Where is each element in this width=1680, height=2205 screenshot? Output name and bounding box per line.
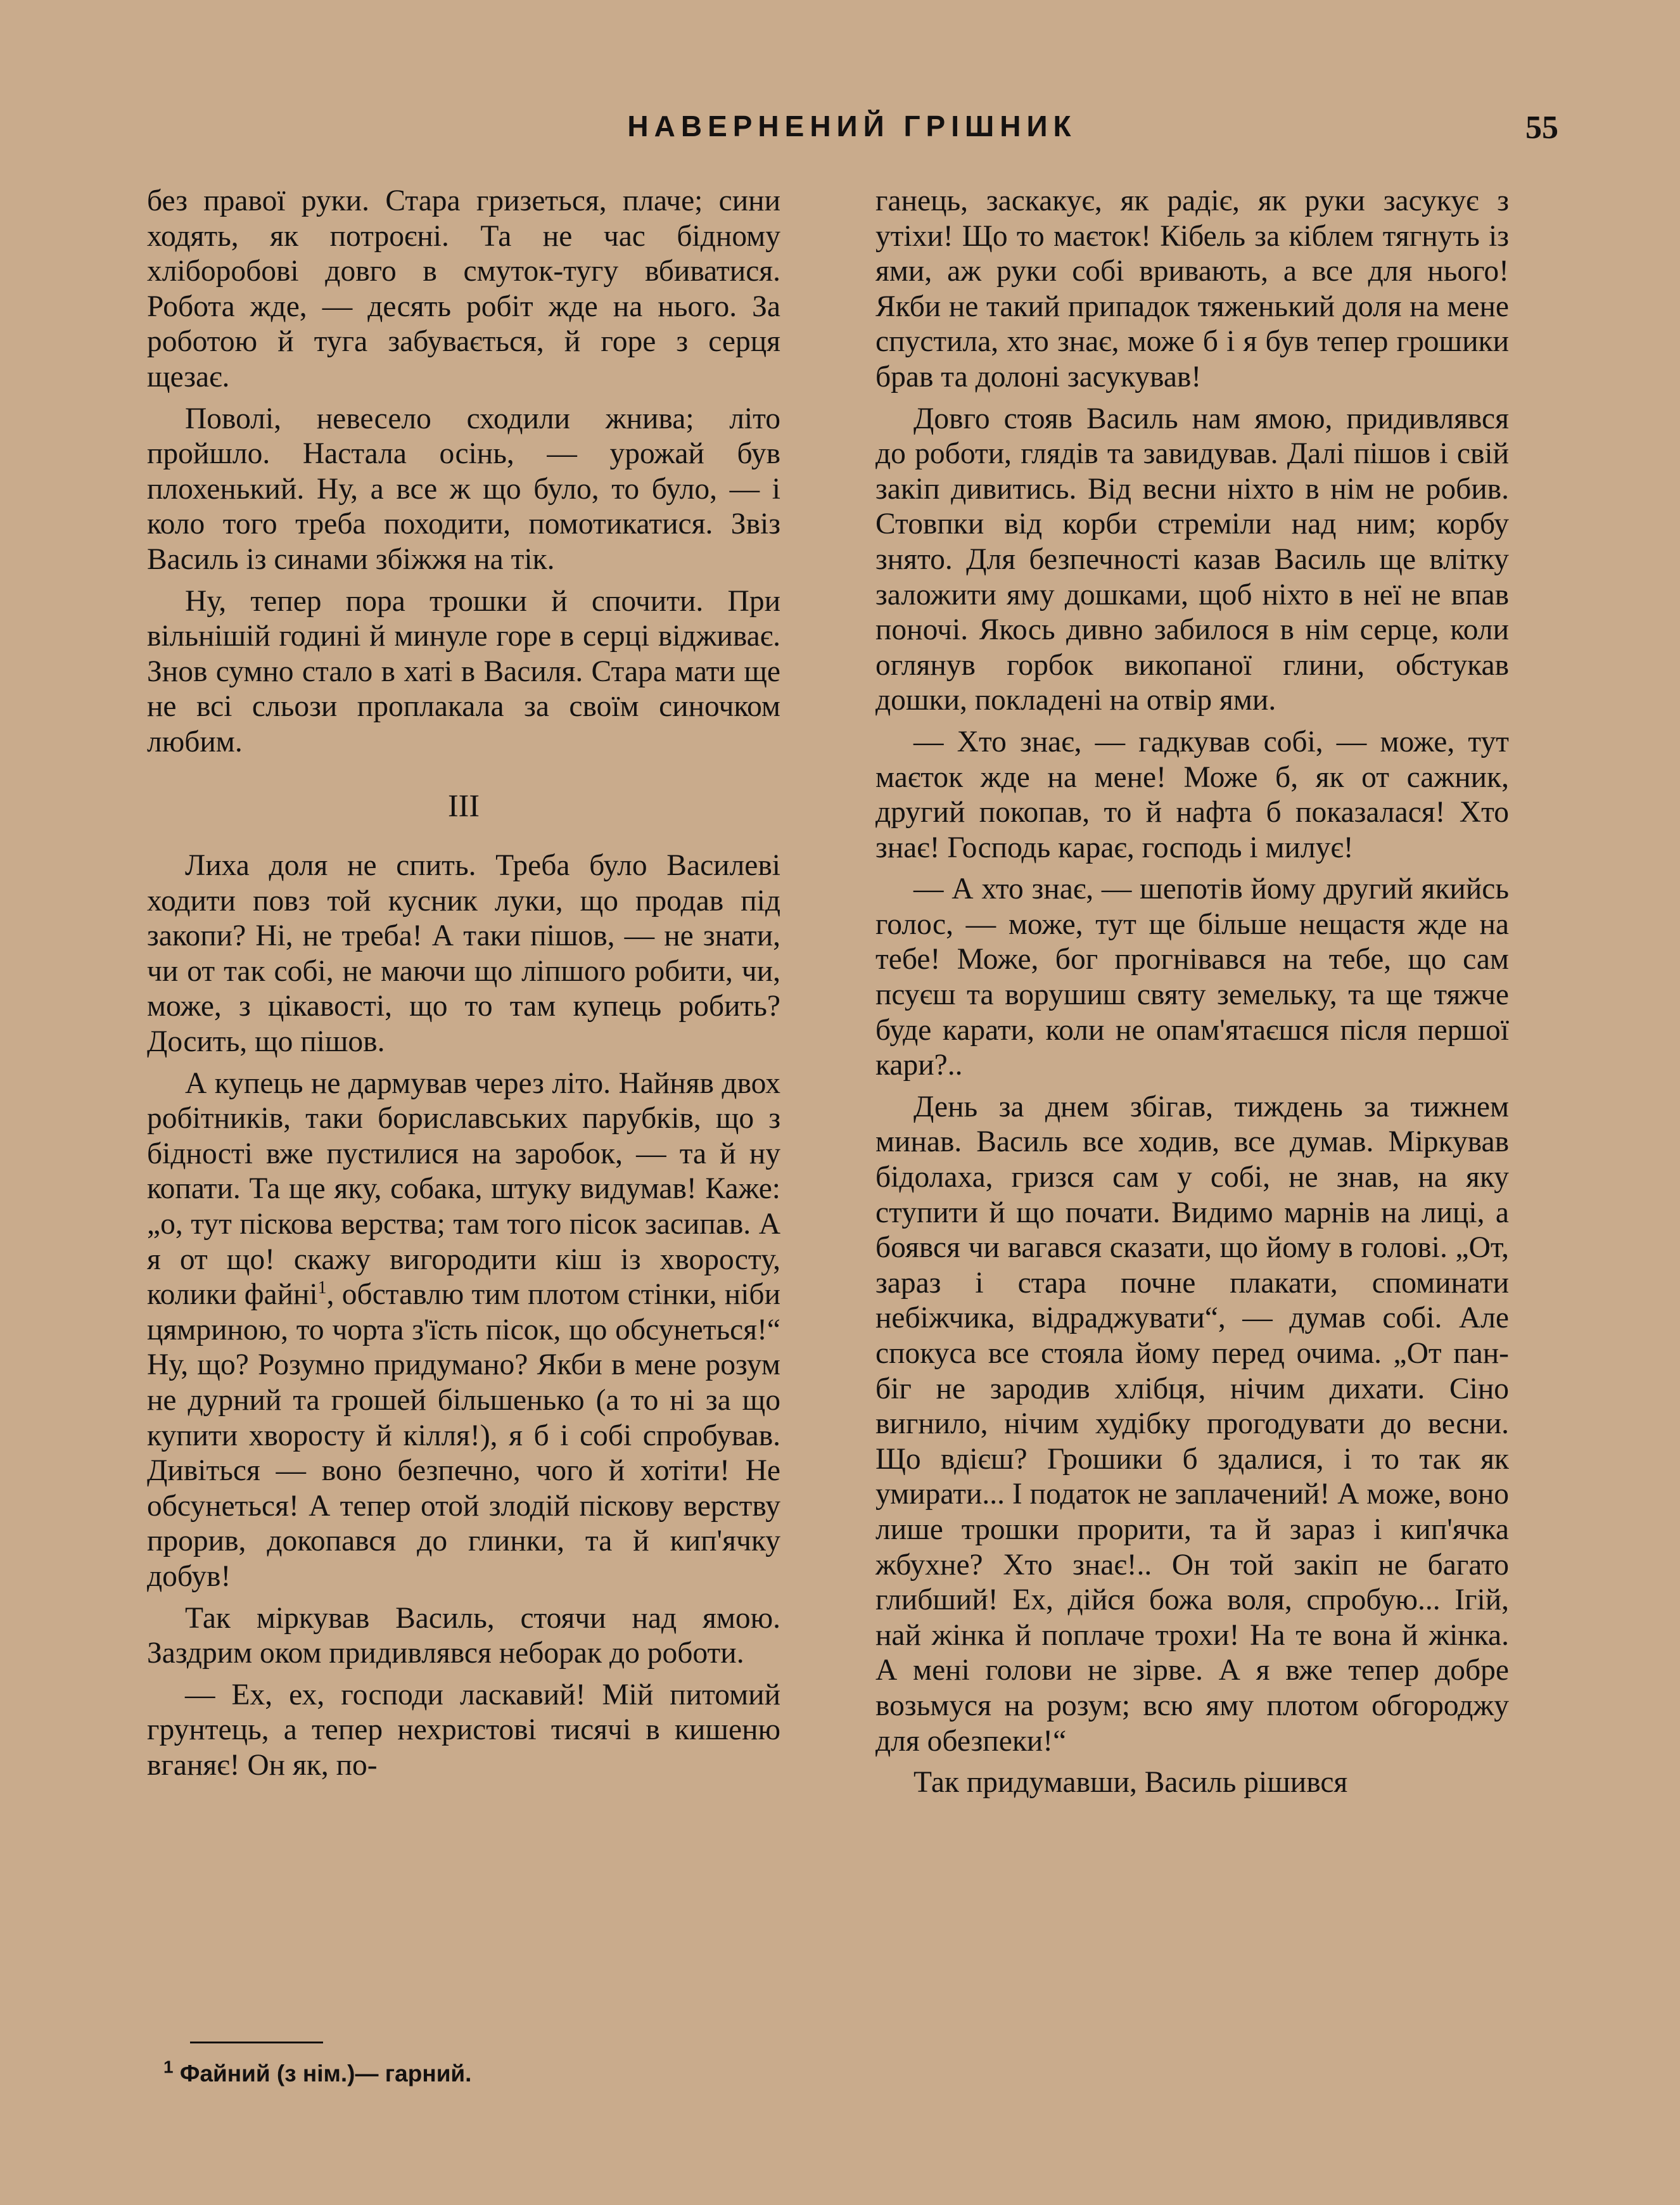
paragraph-text: А купець не дармував через літо. Найняв двох робітників, таки бориславських парубків, що з бідності вже пустилися на заробок, — та й ну копати. Та ще яку, собака, штуку видумав! Каже: „о, тут піскова верства; там того пісок засипав. А я от що! скажу вигородити кіш із хворосту, колики файні [147, 1066, 780, 1312]
right-column [875, 184, 1509, 1807]
paragraph: без правої руки. Стара гризеться, плаче; сини ходять, як потроєні. Та не час бідному хліборобові довго в смуток-тугу вбиватися. Робота жде, — десять робіт жде на нього. За роботою й туга забувається, й горе з серця щезає. [147, 184, 780, 393]
footnote-text: Файний (з нім.)— гарний. [179, 2061, 472, 2087]
paragraph: День за днем збігав, тиждень за тижнем минав. Василь все ходив, все думав. Міркував бідолаха, гризся сам у собі, не знав, на яку ступити й що почати. Видимо марнів на лиці, а боявся чи вагався сказати, що йому в голові. „От, зараз і стара почне плакати, споминати небіжчика, відраджувати“, — думав собі. Але спокуса все стояла йому перед очима. „От пан-біг не зародив хлібця, нічим дихати. Сіно вигнило, нічим худібку прогодувати до весни. Що вдієш? Грошики б здалися, і то так як умирати... І податок не заплачений! А може, воно лише трошки прорити, та й зараз і кип'ячка жбухне? Хто знає!.. Он той закіп не багато глибший! Ех, дійся божа воля, спробую... Ігій, най жінка й поплаче трохи! На те вона й жінка. А мені голови не зірве. А я вже тепер добре возьмуся на розум; всю яму плотом обгороджу для обезпеки!“ [875, 1090, 1509, 1758]
page-header [146, 109, 1558, 147]
paragraph: Лиха доля не спить. Треба було Василеві ходити повз той кусник луки, що продав під закопи? Ні, не треба! А таки пішов, — не знати, чи от так собі, не маючи що ліпшого робити, чи, може, з цікавості, що то там купець робить? Досить, що пішов. [147, 849, 780, 1059]
paragraph: — А хто знає, — шепотів йому другий якийсь голос, — може, тут ще більше нещастя жде на тебе! Може, бог прогнівався на тебе, що сам псуєш та ворушиш святу земельку, та ще тяжче буде карати, коли не опам'ятаєшся після першої кари?.. [875, 872, 1509, 1082]
footnote-reference: 1 [317, 1278, 327, 1298]
paragraph: Ну, тепер пора трошки й спочити. При вільнішій годині й минуле горе в серці відживає. Знов сумно стало в хаті в Василя. Стара мати ще не всі сльози проплакала за своїм синочком любим. [147, 584, 780, 758]
paragraph: ганець, заскакує, як радіє, як руки засукує з утіхи! Що то маєток! Кібель за кіблем тягнуть із ями, аж руки собі вривають, а все для нього! Якби не такий припадок тяженький доля на мене спустила, хто знає, може б і я був тепер грошики брав та долоні засукував! [875, 184, 1509, 393]
paragraph: Так придумавши, Василь рішився [913, 1766, 1348, 1799]
running-title: НАВЕРНЕНИЙ ГРІШНИК [627, 110, 1077, 143]
paragraph: Довго стояв Василь нам ямою, придивлявся до роботи, глядів та завидував. Далі пішов і свій закіп дивитись. Від весни ніхто в нім не робив. Стовпки від корби стреміли над ним; корбу знято. Для безпечності казав Василь ще влітку заложити яму дошками, щоб ніхто в неї не впав поночі. Якось дивно забилося в нім серце, коли оглянув горбок викопаної глини, обстукав дошки, покладені на отвір ями. [875, 402, 1509, 717]
page-number: 55 [1525, 110, 1558, 146]
section-number: III [448, 787, 480, 823]
paragraph: — Ех, ех, господи ласкавий! Мій питомий грунтець, а тепер нехристові тисячі в кишеню вганяє! Он як, по- [147, 1678, 780, 1782]
paragraph: Поволі, невесело сходили жнива; літо пройшло. Настала осінь, — урожай був плохенький. Ну, а все ж що було, то було, — і коло того треба походити, помотикатися. Звіз Василь із синами збіжжя на тік. [147, 402, 780, 576]
left-column [147, 184, 780, 1790]
paragraph-text: , обставлю тим плотом стінки, ніби цямриною, то чорта з'їсть пісок, що обсунеться!“ Ну, що? Розумно придумано? Якби в мене розум не дурний та грошей більшенько (а то ні за що купити хворосту й кілля!), я б і собі спробував. Дивіться — воно безпечно, чого й хотіти! Не обсунеться! А тепер отой злодій піскову верству прорив, докопався до глинки, та й кип'ячку добув! [147, 1278, 781, 1593]
paragraph: Так міркував Василь, стоячи над ямою. Заздрим оком придивлявся неборак до роботи. [147, 1601, 780, 1670]
footnote [163, 2057, 734, 2087]
paragraph [147, 1066, 780, 1595]
paragraph: — Хто знає, — гадкував собі, — може, тут маєток жде на мене! Може б, як от сажник, другий покопав, то й нафта б показалася! Хто знає! Господь карає, господь і милує! [875, 725, 1509, 864]
footnote-divider [190, 2042, 323, 2043]
footnote-marker: 1 [163, 2057, 174, 2077]
